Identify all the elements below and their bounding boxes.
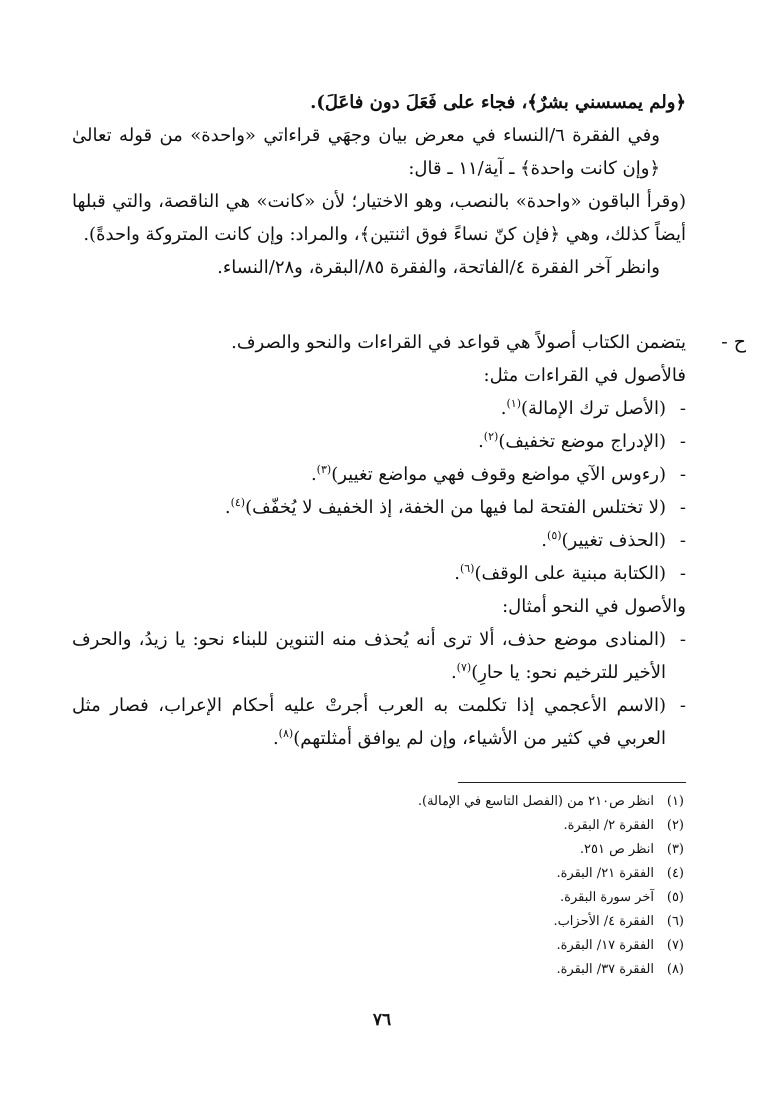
continued-text (72, 86, 686, 284)
list-item: - (الاسم الأعجمي إذا تكلمت به العرب أجرتْ عليه أحكام الإعراب، فصار مثل العربي في كثير من الأشياء، وإن لم يوافق أمثلتهم)$^{(٨)}$. (72, 695, 686, 749)
footnote-ref: (٤) (230, 496, 246, 509)
footnotes (184, 790, 684, 982)
list-item: - (الأصل ترك الإمالة)$^{(١)}$. (500, 397, 686, 419)
footnote: (٦)الفقرة ٤/ الأحزاب. (553, 914, 684, 929)
footnote-ref: (٣) (316, 463, 332, 476)
list-item: - (المنادى موضع حذف، ألا ترى أنه يُحذف منه التنوين للبناء نحو: يا زيدُ، والحرف الأخير للترخيم نحو: يا حارِ)$^{(٧)}$. (72, 629, 686, 683)
nahw-heading: والأصول في النحو أمثال: (502, 596, 686, 617)
footnote-ref: (٦) (459, 562, 475, 575)
footnote: (٨)الفقرة ٣٧/ البقرة. (556, 962, 684, 977)
footnote: (٤)الفقرة ٢١/ البقرة. (556, 866, 684, 881)
section-letter: ح - (721, 331, 746, 353)
footnote: (٢)الفقرة ٢/ البقرة. (563, 818, 684, 833)
list-item: - (الإدراج موضع تخفيف)$^{(٢)}$. (478, 430, 686, 452)
paragraph-quran-citation: ﴿ولم يمسسني بشرٌ﴾، فجاء على فَعَلَ دون فاعَلَ). (310, 92, 686, 113)
paragraph-see-also: وانظر آخر الفقرة ٤/الفاتحة، والفقرة ٨٥/البقرة، و٢٨/النساء. (217, 257, 660, 278)
footnote-ref: (٥) (547, 529, 562, 542)
nahw-list (72, 623, 686, 755)
section-intro: يتضمن الكتاب أصولاً هي قواعد في القراءات والنحو والصرف. (231, 332, 686, 353)
footnote: (١)انظر ص٢١٠ من (الفصل التاسع في الإمالة). (417, 794, 684, 809)
footnote: (٣)انظر ص ٢٥١. (579, 842, 684, 857)
list-item: - (لا تختلس الفتحة لما فيها من الخفة، إذ الخفيف لا يُخفّف)$^{(٤)}$. (224, 496, 686, 518)
footnote-ref: (١) (506, 397, 522, 410)
footnote-ref: (٨) (278, 727, 294, 740)
list-item: - (الكتابة مبنية على الوقف)$^{(٦)}$. (454, 562, 686, 584)
footnote-ref: (٧) (456, 661, 472, 674)
qiraat-list (72, 392, 686, 590)
list-item: - (الحذف تغيير)$^{(٥)}$. (541, 529, 686, 551)
qiraat-heading: فالأصول في القراءات مثل: (483, 365, 686, 386)
footnote: (٧)الفقرة ١٧/ البقرة. (556, 938, 684, 953)
footnote-divider (458, 782, 686, 783)
footnote: (٥)آخر سورة البقرة. (560, 890, 684, 905)
paragraph-quotation: (وقرأ الباقون «واحدة» بالنصب، وهو الاختيار؛ لأن «كانت» هي الناقصة، والتي قبلها أيضاً كذلك، وهي ﴿فإن كنّ نساءً فوق اثنتين﴾، والمراد: وإن كانت المتروكة واحدةً). (72, 191, 686, 245)
section-h (72, 326, 746, 755)
paragraph-nisa-reference: وفي الفقرة ٦/النساء في معرض بيان وجهَي قراءاتي «واحدة» من قوله تعالىٰ ﴿وإن كانت واحدة﴾ ـ آية/١١ ـ قال: (72, 125, 660, 179)
list-item: - (رءوس الآي مواضع وقوف فهي مواضع تغيير)$^{(٣)}$. (310, 463, 686, 485)
footnote-ref: (٢) (483, 430, 499, 443)
page-number: ٧٦ (372, 1010, 392, 1030)
